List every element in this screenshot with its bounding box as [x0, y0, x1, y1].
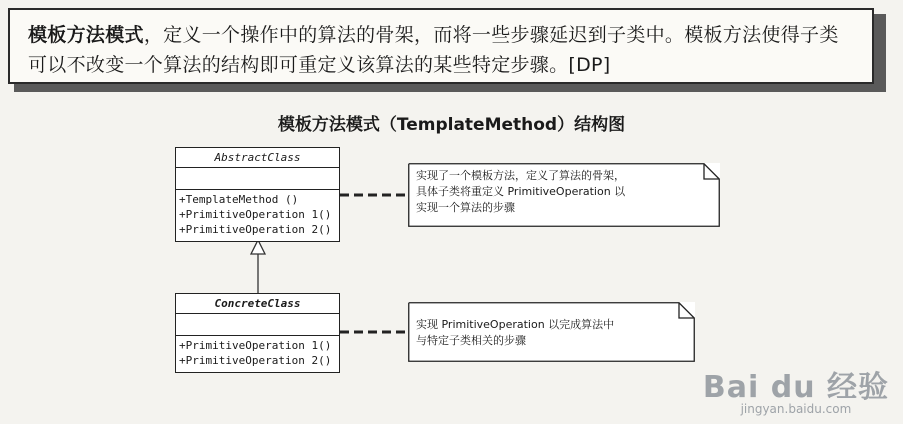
- concrete-class-operations: [176, 336, 339, 372]
- abstract-class-box: [175, 147, 340, 242]
- note-line: 与特定子类相关的步骤: [416, 334, 526, 347]
- concrete-class-name: ConcreteClass: [176, 294, 339, 314]
- operation: +PrimitiveOperation 1(): [179, 339, 332, 352]
- baidu-watermark: [703, 362, 889, 416]
- note-line: 实现 PrimitiveOperation 以完成算法中: [416, 318, 615, 331]
- operation: +PrimitiveOperation 2(): [179, 223, 332, 236]
- note-abstract: [408, 163, 720, 227]
- definition-text: ，定义一个操作中的算法的骨架，而将一些步骤延迟到子类中。模板方法使得子类可以不改变一个算法的结构即可重定义该算法的某些特定步骤。[DP]: [28, 24, 839, 76]
- abstract-class-operations: [176, 190, 339, 241]
- operation: +PrimitiveOperation 1(): [179, 208, 332, 221]
- watermark-url: jingyan.baidu.com: [740, 402, 852, 416]
- operation: +TemplateMethod (): [179, 193, 299, 206]
- note-line: 实现了一个模板方法，定义了算法的骨架，: [416, 169, 625, 182]
- concrete-class-attributes: [176, 314, 339, 336]
- note-line: 实现一个算法的步骤: [416, 201, 515, 214]
- watermark-logo: Bai du 经验: [702, 370, 889, 405]
- inheritance-arrowhead: [251, 240, 265, 254]
- definition-term: 模板方法模式: [28, 24, 144, 46]
- concrete-class-box: [175, 293, 340, 373]
- operation: +PrimitiveOperation 2(): [179, 354, 332, 367]
- abstract-class-attributes: [176, 168, 339, 190]
- note-concrete: [408, 302, 695, 362]
- note-line: 具体子类将重定义 PrimitiveOperation 以: [416, 185, 626, 198]
- diagram-title: 模板方法模式（TemplateMethod）结构图: [277, 115, 626, 135]
- abstract-class-name: AbstractClass: [176, 148, 339, 168]
